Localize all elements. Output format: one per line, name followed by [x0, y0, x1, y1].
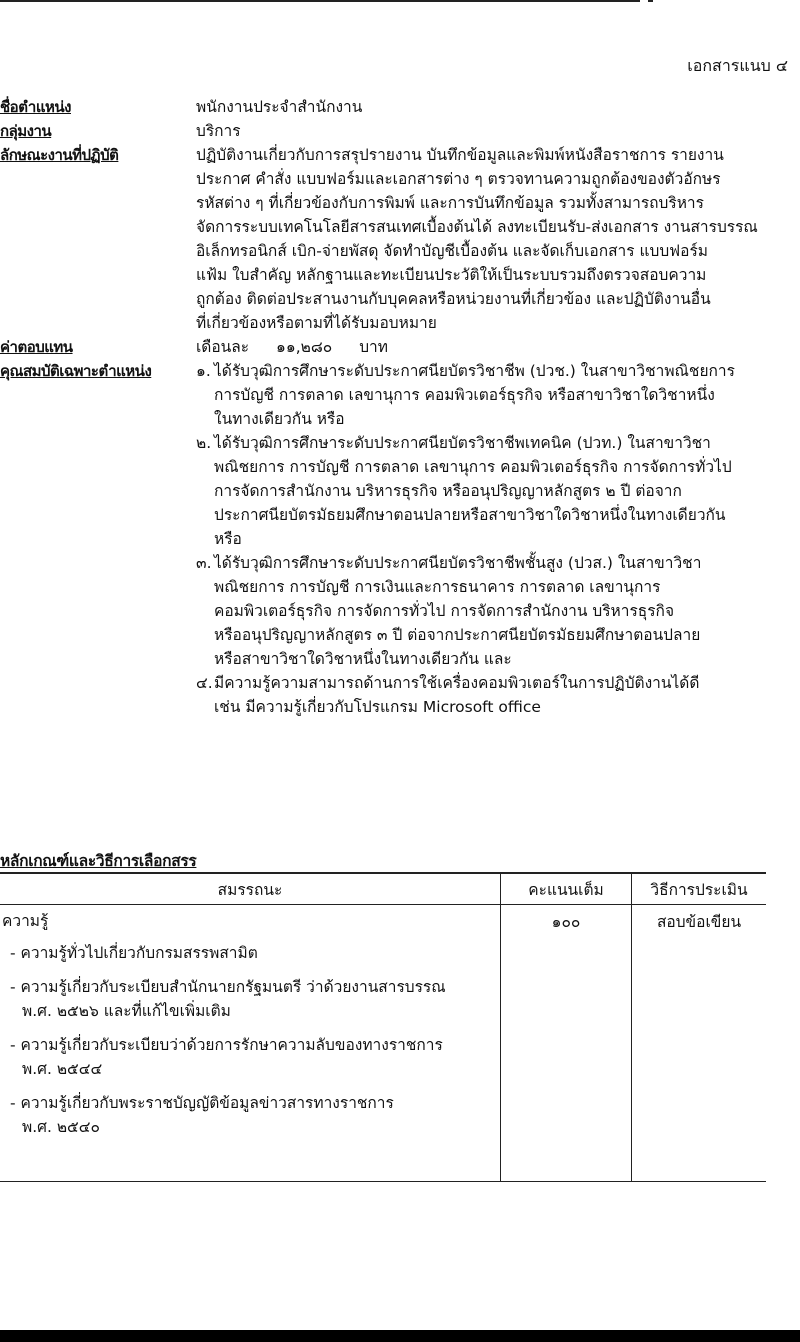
duties-text	[196, 143, 786, 335]
competency-line: พ.ศ. ๒๕๒๖ และที่แก้ไขเพิ่มเติม	[22, 1002, 231, 1020]
qualification-item	[196, 359, 786, 431]
duties-line: ปฏิบัติงานเกี่ยวกับการสรุปรายงาน บันทึกข้อมูลและพิมพ์หนังสือราชการ รายงาน	[196, 146, 724, 164]
competency-line: - ความรู้เกี่ยวกับระเบียบสำนักนายกรัฐมนตรี ว่าด้วยงานสารบรรณ	[10, 978, 446, 996]
duties-label: ลักษณะงานที่ปฏิบัติ	[0, 146, 119, 164]
qualifications-label: คุณสมบัติเฉพาะตำแหน่ง	[0, 362, 152, 380]
qualification-item	[196, 431, 786, 551]
score-cell: ๑๐๐	[501, 905, 632, 1182]
qualifications-row	[0, 359, 800, 719]
header-method: วิธีการประเมิน	[632, 873, 767, 905]
qualification-text	[214, 671, 699, 719]
group-label: กลุ่มงาน	[0, 122, 52, 140]
qualification-number: ๔.	[196, 674, 213, 692]
competency-line: - ความรู้เกี่ยวกับระเบียบว่าด้วยการรักษาความลับของทางราชการ	[10, 1036, 443, 1054]
criteria-table	[0, 872, 766, 1182]
qualification-line: เช่น มีความรู้เกี่ยวกับโปรแกรม Microsoft office	[214, 698, 541, 716]
qualification-text	[214, 551, 701, 671]
qualification-line: หรืออนุปริญญาหลักสูตร ๓ ปี ต่อจากประกาศนียบัตรมัธยมศึกษาตอนปลาย	[214, 626, 701, 644]
salary-prefix: เดือนละ	[196, 338, 250, 356]
qualification-line: พณิชยการ การบัญชี การเงินและการธนาคาร การตลาด เลขานุการ	[214, 578, 661, 596]
competency-line: - ความรู้เกี่ยวกับพระราชบัญญัติข้อมูลข่าวสารทางราชการ	[10, 1094, 394, 1112]
competency-item	[0, 941, 500, 965]
group-value: บริการ	[196, 122, 241, 140]
salary-amount: ๑๑,๒๘๐	[276, 338, 333, 356]
qualification-line: ประกาศนียบัตรมัธยมศึกษาตอนปลายหรือสาขาวิชาใดวิชาหนึ่งในทางเดียวกัน	[214, 506, 726, 524]
top-rule-mark	[648, 0, 653, 2]
method-cell: สอบข้อเขียน	[632, 905, 767, 1182]
qualification-line: คอมพิวเตอร์ธุรกิจ การจัดการทั่วไป การจัดการสำนักงาน บริหารธุรกิจ	[214, 602, 675, 620]
competency-cell	[0, 905, 501, 1182]
position-value: พนักงานประจำสำนักงาน	[196, 98, 363, 116]
competency-item	[0, 1033, 500, 1081]
qualification-line: ได้รับวุฒิการศึกษาระดับประกาศนียบัตรวิชาชีพชั้นสูง (ปวส.) ในสาขาวิชา	[214, 554, 702, 572]
duties-row	[0, 143, 800, 335]
qualification-item	[196, 671, 786, 719]
qualification-item	[196, 551, 786, 671]
qualification-number: ๓.	[196, 554, 212, 572]
group-row	[0, 119, 800, 143]
duties-line: แฟ้ม ใบสำคัญ หลักฐานและทะเบียนประวัติให้เป็นระบบรวมถึงตรวจสอบความ	[196, 266, 707, 284]
qualifications-list	[196, 359, 786, 719]
duties-line: อิเล็กทรอนิกส์ เบิก-จ่ายพัสดุ จัดทำบัญชีเบื้องต้น และจัดเก็บเอกสาร แบบฟอร์ม	[196, 242, 708, 260]
salary-unit: บาท	[359, 338, 388, 356]
duties-line: ประกาศ คำสั่ง แบบฟอร์มและเอกสารต่าง ๆ ตรวจทานความถูกต้องของตัวอักษร	[196, 170, 721, 188]
qualification-line: ในทางเดียวกัน หรือ	[214, 410, 345, 428]
qualification-text	[214, 431, 732, 551]
header-competency: สมรรถนะ	[0, 873, 501, 905]
criteria-title: หลักเกณฑ์และวิธีการเลือกสรร	[0, 852, 197, 870]
qualification-line: การจัดการสำนักงาน บริหารธุรกิจ หรืออนุปริญญาหลักสูตร ๒ ปี ต่อจาก	[214, 482, 682, 500]
competency-item	[0, 1091, 500, 1139]
duties-line: รหัสต่าง ๆ ที่เกี่ยวข้องกับการพิมพ์ และการบันทึกข้อมูล รวมทั้งสามารถบริหาร	[196, 194, 704, 212]
position-details	[0, 95, 800, 719]
salary-label: ค่าตอบแทน	[0, 338, 73, 356]
position-row	[0, 95, 800, 119]
qualification-line: หรือ	[214, 530, 242, 548]
qualification-line: หรือสาขาวิชาใดวิชาหนึ่งในทางเดียวกัน และ	[214, 650, 512, 668]
salary-row	[0, 335, 800, 359]
qualification-number: ๑.	[196, 362, 211, 380]
qualification-number: ๒.	[196, 434, 212, 452]
header-score: คะแนนเต็ม	[501, 873, 632, 905]
salary-value	[196, 335, 786, 359]
qualifications-list-wrap	[196, 359, 786, 719]
bottom-rule	[0, 1330, 800, 1342]
competency-line: - ความรู้ทั่วไปเกี่ยวกับกรมสรรพสามิต	[10, 944, 258, 962]
qualification-line: ได้รับวุฒิการศึกษาระดับประกาศนียบัตรวิชาชีพ (ปวช.) ในสาขาวิชาพณิชยการ	[214, 362, 735, 380]
criteria-row	[0, 905, 766, 1182]
top-rule	[0, 0, 640, 2]
competency-item	[0, 975, 500, 1023]
criteria-header-row	[0, 873, 766, 905]
duties-line: ที่เกี่ยวข้องหรือตามที่ได้รับมอบหมาย	[196, 314, 437, 332]
duties-line: ถูกต้อง ติดต่อประสานงานกับบุคคลหรือหน่วยงานที่เกี่ยวข้อง และปฏิบัติงานอื่น	[196, 290, 711, 308]
qualification-line: การบัญชี การตลาด เลขานุการ คอมพิวเตอร์ธุรกิจ หรือสาขาวิชาใดวิชาหนึ่ง	[214, 386, 715, 404]
annex-label: เอกสารแนบ ๔	[687, 56, 788, 75]
competency-line: พ.ศ. ๒๕๔๔	[22, 1060, 103, 1078]
qualification-line: พณิชยการ การบัญชี การตลาด เลขานุการ คอมพิวเตอร์ธุรกิจ การจัดการทั่วไป	[214, 458, 732, 476]
qualification-line: ได้รับวุฒิการศึกษาระดับประกาศนียบัตรวิชาชีพเทคนิค (ปวท.) ในสาขาวิชา	[214, 434, 711, 452]
competency-category: ความรู้	[2, 912, 49, 930]
competency-list	[0, 941, 500, 1139]
competency-line: พ.ศ. ๒๕๔๐	[22, 1118, 100, 1136]
qualification-text	[214, 359, 735, 431]
qualification-line: มีความรู้ความสามารถด้านการใช้เครื่องคอมพิวเตอร์ในการปฏิบัติงานได้ดี	[214, 674, 700, 692]
duties-line: จัดการระบบเทคโนโลยีสารสนเทศเบื้องต้นได้ ลงทะเบียนรับ-ส่งเอกสาร งานสารบรรณ	[196, 218, 758, 236]
position-label: ชื่อตำแหน่ง	[0, 98, 71, 116]
